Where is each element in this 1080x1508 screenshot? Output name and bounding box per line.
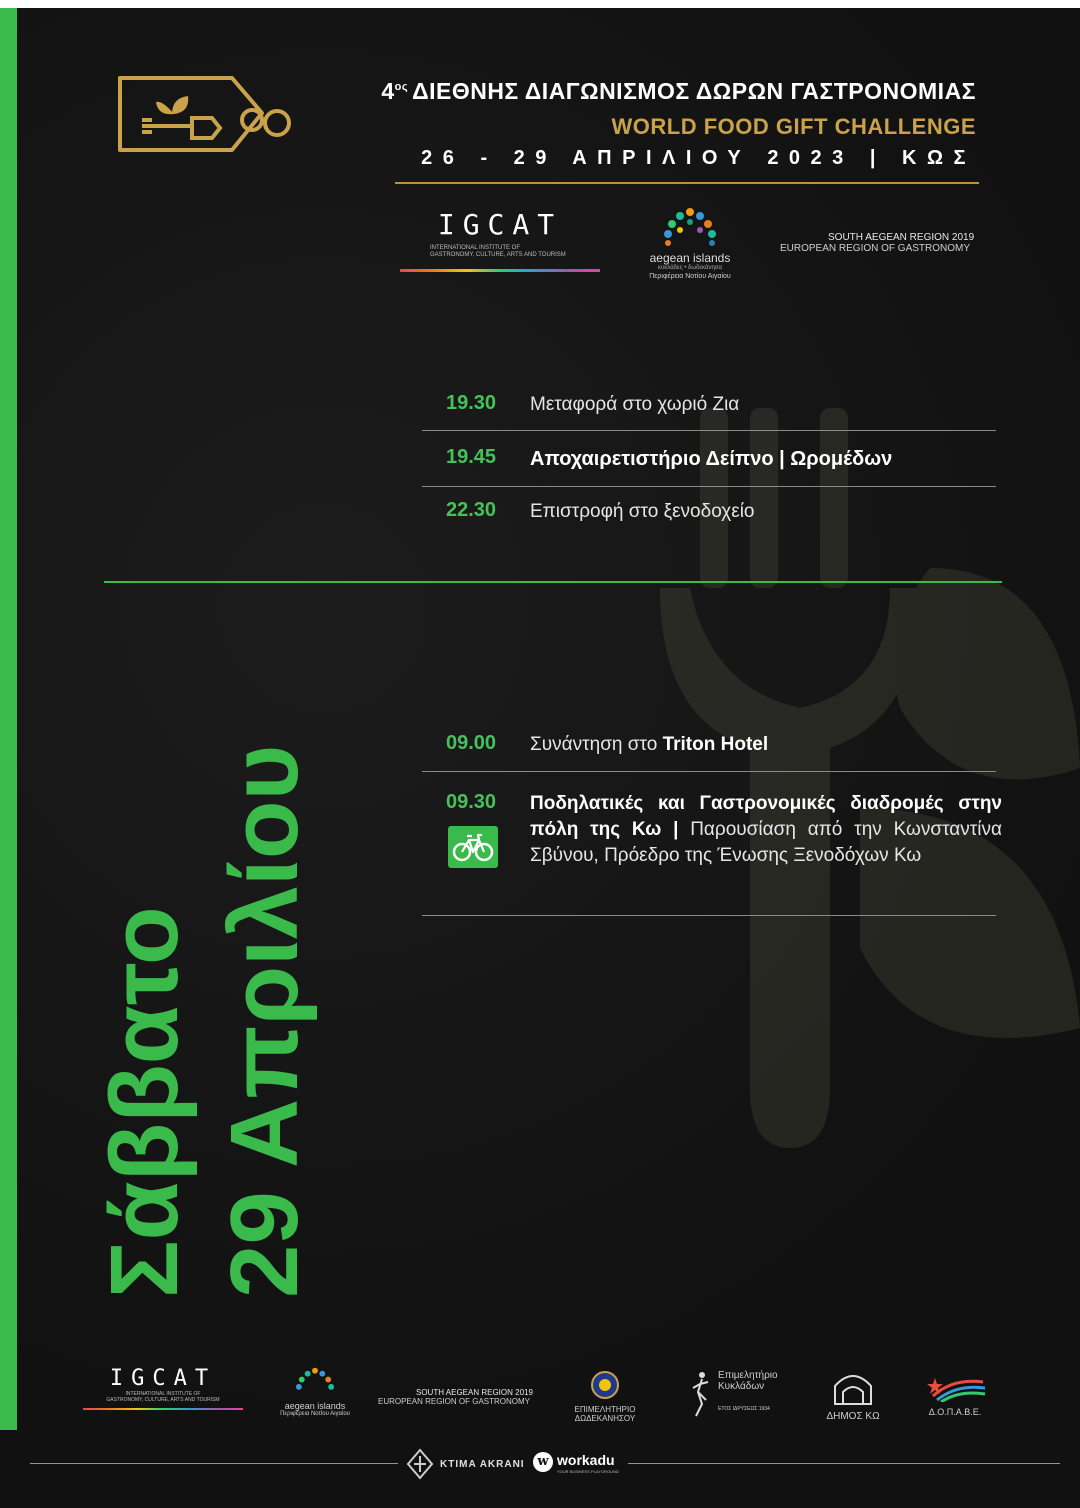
igcat-line2: GASTRONOMY, CULTURE, ARTS AND TOURISM — [106, 1397, 220, 1403]
sponsor-dopabe — [918, 1372, 992, 1417]
aegean-tagline: κυκλάδες • δωδεκάνησα — [658, 265, 722, 271]
sponsor-dimos-ko — [815, 1370, 891, 1422]
igcat-line2: GASTRONOMY, CULTURE, ARTS AND TOURISM — [430, 252, 566, 258]
row-divider — [422, 486, 996, 487]
aegean-wordmark: aegean islands — [284, 1401, 346, 1411]
venue-name: Triton Hotel — [662, 734, 769, 755]
row-divider — [422, 771, 996, 772]
event-title — [381, 78, 976, 105]
sponsor-igcat — [83, 1366, 243, 1410]
kyk-line2: Κυκλάδων — [718, 1381, 765, 1392]
sponsor-aegean — [275, 1366, 355, 1417]
schedule-row — [422, 791, 1003, 901]
schedule-text: Μεταφορά στο χωριό Ζια — [530, 394, 740, 415]
schedule-time: 19.30 — [446, 392, 497, 414]
dimos-ko-emblem-icon — [831, 1370, 875, 1406]
event-subtitle: WORLD FOOD GIFT CHALLENGE — [611, 114, 976, 139]
schedule-row — [422, 732, 996, 762]
igcat-rainbow-bar — [400, 269, 600, 272]
sponsor-epimelitirio-dodekanisou — [565, 1370, 645, 1423]
south-aegean-line2: EUROPEAN REGION OF GASTRONOMY — [780, 243, 971, 254]
igcat-logo — [400, 208, 600, 272]
schedule-text: Αποχαιρετιστήριο Δείπνο | Ωρομέδων — [530, 448, 893, 470]
row-divider — [422, 915, 996, 916]
day-weekday: Σάββατο — [91, 906, 198, 1298]
sponsor-south-aegean — [378, 1388, 538, 1406]
schedule-text — [530, 791, 1002, 869]
dopabe-label: Δ.Ο.Π.Α.Β.Ε. — [928, 1407, 982, 1417]
event-title-text: ΔΙΕΘΝΗΣ ΔΙΑΓΩΝΙΣΜΟΣ ΔΩΡΩΝ ΓΑΣΤΡΟΝΟΜΙΑΣ — [412, 78, 976, 104]
edition-suffix: ος — [394, 81, 409, 93]
workadu-tagline: YOUR BUSINESS PLAYGROUND — [557, 1469, 619, 1474]
kyk-line3: ΕΤΟΣ ΙΔΡΥΣΕΩΣ 1934 — [718, 1406, 770, 1412]
schedule-time: 09.00 — [446, 732, 497, 754]
chamber-emblem-icon — [590, 1370, 620, 1400]
schedule-time: 22.30 — [446, 499, 497, 521]
activity-title: Ποδηλατικές και Γαστρονομικές διαδρομές στην πόλη της Κω | — [530, 793, 1002, 840]
left-accent-bar — [0, 8, 17, 1430]
footer-line-left — [30, 1463, 398, 1464]
schedule-row — [422, 392, 996, 422]
schedule-row — [422, 499, 996, 529]
igcat-wordmark: IGCAT — [437, 208, 563, 241]
schedule-time: 19.45 — [446, 446, 497, 468]
igcat-line1: INTERNATIONAL INSTITUTE OF — [430, 245, 521, 251]
sponsor-epimelitirio-kykladon — [690, 1370, 790, 1412]
ktima-akrani-emblem-icon — [404, 1448, 436, 1480]
workadu-label: workadu — [557, 1452, 615, 1468]
activity-details: Παρουσίαση από την Κωνσταντίνα Σβύνου, Πρόεδρο της Ένωσης Ξενοδόχων Κω — [530, 819, 1003, 866]
igcat-line1: INTERNATIONAL INSTITUTE OF — [125, 1391, 201, 1397]
ktima-akrani-label: KTIMA AKRANI — [440, 1459, 525, 1470]
schedule-text: Επιστροφή στο ξενοδοχείο — [530, 501, 755, 522]
aegean-wordmark: aegean islands — [649, 251, 731, 265]
poster — [0, 8, 1080, 1508]
schedule-text-prefix: Συνάντηση στο — [530, 734, 663, 755]
south-aegean-line2: EUROPEAN REGION OF GASTRONOMY — [378, 1397, 531, 1406]
chamber-line2: ΔΩΔΕΚΑΝΗΣΟΥ — [574, 1414, 636, 1423]
schedule-time: 09.30 — [446, 791, 497, 813]
schedule-row — [422, 446, 996, 476]
row-divider — [422, 430, 996, 431]
igcat-wordmark: IGCAT — [109, 1366, 217, 1391]
aegean-caption: Περιφέρεια Νοτίου Αιγαίου — [280, 1411, 350, 1417]
kyk-line1: Επιμελητήριο — [718, 1370, 778, 1381]
event-dates: 26 - 29 ΑΠΡΙΛΙΟΥ 2023 | ΚΩΣ — [421, 147, 976, 169]
edition-number: 4 — [381, 78, 395, 104]
igcat-rainbow-bar — [83, 1408, 243, 1410]
dimos-ko-label: ΔΗΜΟΣ ΚΩ — [826, 1411, 880, 1422]
aegean-dots-icon — [660, 206, 720, 246]
aegean-dots-icon — [293, 1366, 337, 1396]
chamber-line1: ΕΠΙΜΕΛΗΤΗΡΙΟ — [574, 1405, 636, 1414]
footer-line-right — [628, 1463, 1060, 1464]
runner-figure-icon — [690, 1370, 710, 1418]
header-divider — [395, 182, 979, 184]
section-divider — [104, 581, 1002, 583]
south-aegean-line1: SOUTH AEGEAN REGION 2019 — [828, 232, 975, 243]
aegean-caption: Περιφέρεια Νοτίου Αιγαίου — [649, 273, 731, 280]
aegean-islands-logo — [640, 206, 740, 280]
day-title — [85, 745, 325, 1298]
workadu-w-icon: w — [533, 1452, 553, 1472]
schedule-text — [530, 732, 768, 758]
dopabe-star-icon — [923, 1372, 987, 1402]
gift-tag-logo — [112, 68, 302, 173]
south-aegean-line1: SOUTH AEGEAN REGION 2019 — [416, 1388, 533, 1397]
day-date: 29 Απριλίου — [211, 744, 318, 1298]
bicycle-icon — [448, 826, 498, 868]
south-aegean-logo — [780, 232, 980, 254]
